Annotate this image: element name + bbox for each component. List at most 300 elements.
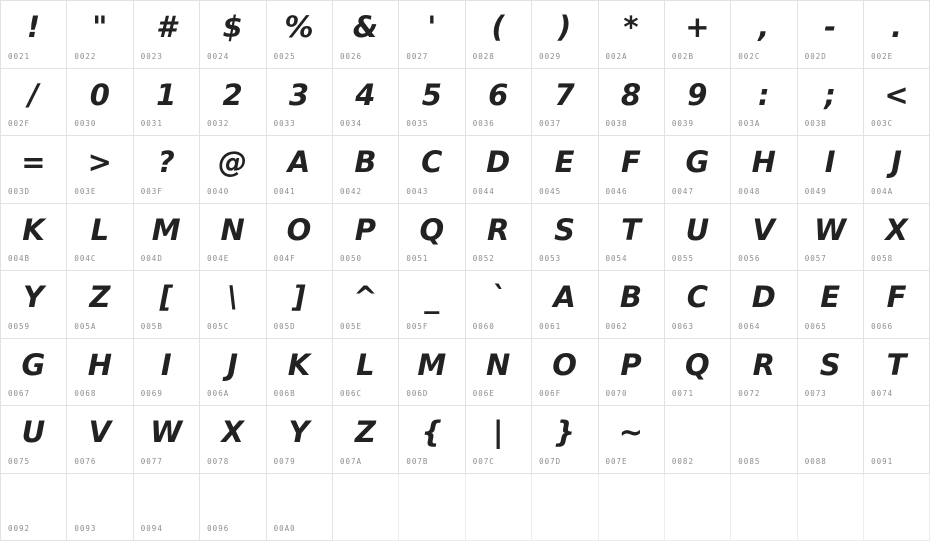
glyph-codepoint: 0067 bbox=[8, 389, 30, 398]
glyph-cell[interactable] bbox=[134, 69, 200, 137]
glyph-codepoint: 0094 bbox=[141, 524, 163, 533]
glyph-codepoint: 006D bbox=[406, 389, 428, 398]
glyph-codepoint: 0044 bbox=[473, 187, 495, 196]
glyph-codepoint: 003D bbox=[8, 187, 30, 196]
glyph-cell[interactable] bbox=[67, 1, 133, 69]
glyph-character: C bbox=[665, 277, 730, 317]
glyph-character bbox=[599, 480, 664, 520]
glyph-character: : bbox=[731, 75, 796, 115]
glyph-codepoint: 0048 bbox=[738, 187, 760, 196]
glyph-cell[interactable] bbox=[333, 406, 399, 474]
glyph-cell[interactable] bbox=[532, 1, 598, 69]
glyph-codepoint: 0026 bbox=[340, 52, 362, 61]
glyph-character bbox=[532, 480, 597, 520]
glyph-codepoint: 0045 bbox=[539, 187, 561, 196]
glyph-codepoint: 0054 bbox=[606, 254, 628, 263]
glyph-character: T bbox=[864, 345, 929, 385]
glyph-codepoint: 0068 bbox=[74, 389, 96, 398]
glyph-codepoint: 0021 bbox=[8, 52, 30, 61]
glyph-character: \ bbox=[200, 277, 265, 317]
glyph-codepoint: 0079 bbox=[274, 457, 296, 466]
glyph-character: * bbox=[599, 7, 664, 47]
glyph-cell[interactable] bbox=[267, 271, 333, 339]
glyph-character: ) bbox=[532, 7, 597, 47]
glyph-character: ] bbox=[267, 277, 332, 317]
glyph-character: N bbox=[466, 345, 531, 385]
glyph-character: 4 bbox=[333, 75, 398, 115]
glyph-character: ? bbox=[134, 142, 199, 182]
glyph-codepoint: 005E bbox=[340, 322, 362, 331]
glyph-cell[interactable] bbox=[532, 406, 598, 474]
glyph-cell-empty bbox=[864, 474, 930, 541]
glyph-character: Q bbox=[399, 210, 464, 250]
glyph-character: 6 bbox=[466, 75, 531, 115]
glyph-cell[interactable] bbox=[864, 339, 930, 407]
glyph-cell[interactable] bbox=[665, 339, 731, 407]
glyph-character: ' bbox=[399, 7, 464, 47]
glyph-codepoint: 004E bbox=[207, 254, 229, 263]
glyph-codepoint: 0037 bbox=[539, 119, 561, 128]
glyph-cell[interactable] bbox=[67, 406, 133, 474]
glyph-cell[interactable] bbox=[399, 406, 465, 474]
glyph-cell[interactable] bbox=[599, 136, 665, 204]
glyph-character: } bbox=[532, 412, 597, 452]
glyph-cell[interactable] bbox=[599, 406, 665, 474]
glyph-cell-empty bbox=[333, 474, 399, 541]
glyph-codepoint: 004F bbox=[274, 254, 296, 263]
glyph-codepoint: 002F bbox=[8, 119, 30, 128]
glyph-character bbox=[798, 480, 863, 520]
glyph-character bbox=[200, 480, 265, 520]
glyph-cell[interactable] bbox=[532, 339, 598, 407]
glyph-character bbox=[134, 480, 199, 520]
glyph-codepoint: 0078 bbox=[207, 457, 229, 466]
glyph-codepoint: 003E bbox=[74, 187, 96, 196]
glyph-character: G bbox=[1, 345, 66, 385]
glyph-cell[interactable] bbox=[200, 136, 266, 204]
glyph-cell[interactable] bbox=[731, 271, 797, 339]
glyph-codepoint: 0025 bbox=[274, 52, 296, 61]
glyph-cell[interactable] bbox=[134, 339, 200, 407]
glyph-character: 2 bbox=[200, 75, 265, 115]
glyph-codepoint: 0082 bbox=[672, 457, 694, 466]
glyph-cell-empty bbox=[798, 474, 864, 541]
glyph-character: L bbox=[333, 345, 398, 385]
glyph-codepoint: 0055 bbox=[672, 254, 694, 263]
glyph-character: V bbox=[731, 210, 796, 250]
glyph-character: B bbox=[333, 142, 398, 182]
glyph-cell[interactable] bbox=[399, 271, 465, 339]
glyph-cell[interactable] bbox=[864, 136, 930, 204]
glyph-codepoint: 007A bbox=[340, 457, 362, 466]
glyph-cell[interactable] bbox=[200, 406, 266, 474]
glyph-cell[interactable] bbox=[798, 271, 864, 339]
glyph-cell[interactable] bbox=[134, 406, 200, 474]
glyph-cell[interactable] bbox=[267, 474, 333, 541]
glyph-character: P bbox=[599, 345, 664, 385]
glyph-character bbox=[798, 412, 863, 452]
glyph-cell[interactable] bbox=[399, 204, 465, 272]
glyph-character: + bbox=[665, 7, 730, 47]
glyph-codepoint: 0065 bbox=[805, 322, 827, 331]
glyph-character: X bbox=[200, 412, 265, 452]
glyph-character: P bbox=[333, 210, 398, 250]
glyph-character: Z bbox=[67, 277, 132, 317]
glyph-character bbox=[665, 412, 730, 452]
glyph-codepoint: 004C bbox=[74, 254, 96, 263]
glyph-cell[interactable] bbox=[267, 1, 333, 69]
glyph-cell-empty bbox=[599, 474, 665, 541]
glyph-character: L bbox=[67, 210, 132, 250]
glyph-character: K bbox=[1, 210, 66, 250]
glyph-codepoint: 0038 bbox=[606, 119, 628, 128]
glyph-character: J bbox=[864, 142, 929, 182]
glyph-cell[interactable] bbox=[532, 69, 598, 137]
glyph-codepoint: 0035 bbox=[406, 119, 428, 128]
glyph-cell[interactable] bbox=[864, 271, 930, 339]
glyph-codepoint: 0034 bbox=[340, 119, 362, 128]
glyph-codepoint: 0022 bbox=[74, 52, 96, 61]
glyph-character: . bbox=[864, 7, 929, 47]
glyph-cell[interactable] bbox=[1, 474, 67, 541]
glyph-cell[interactable] bbox=[798, 1, 864, 69]
glyph-character bbox=[67, 480, 132, 520]
glyph-cell[interactable] bbox=[864, 1, 930, 69]
glyph-cell[interactable] bbox=[333, 204, 399, 272]
glyph-cell[interactable] bbox=[200, 339, 266, 407]
glyph-character: 1 bbox=[134, 75, 199, 115]
glyph-cell[interactable] bbox=[134, 271, 200, 339]
glyph-cell-empty bbox=[731, 474, 797, 541]
glyph-codepoint: 006E bbox=[473, 389, 495, 398]
glyph-cell[interactable] bbox=[399, 69, 465, 137]
glyph-codepoint: 007B bbox=[406, 457, 428, 466]
glyph-cell[interactable] bbox=[665, 1, 731, 69]
glyph-codepoint: 0074 bbox=[871, 389, 893, 398]
glyph-codepoint: 0024 bbox=[207, 52, 229, 61]
glyph-codepoint: 0066 bbox=[871, 322, 893, 331]
glyph-character: [ bbox=[134, 277, 199, 317]
glyph-character: { bbox=[399, 412, 464, 452]
glyph-codepoint: 004D bbox=[141, 254, 163, 263]
glyph-cell[interactable] bbox=[399, 136, 465, 204]
glyph-codepoint: 002E bbox=[871, 52, 893, 61]
glyph-codepoint: 0070 bbox=[606, 389, 628, 398]
glyph-cell[interactable] bbox=[665, 204, 731, 272]
glyph-codepoint: 0093 bbox=[74, 524, 96, 533]
glyph-codepoint: 0061 bbox=[539, 322, 561, 331]
glyph-cell[interactable] bbox=[798, 339, 864, 407]
glyph-cell[interactable] bbox=[798, 204, 864, 272]
glyph-character bbox=[267, 480, 332, 520]
glyph-character bbox=[333, 480, 398, 520]
glyph-cell[interactable] bbox=[333, 271, 399, 339]
glyph-character: 8 bbox=[599, 75, 664, 115]
glyph-cell[interactable] bbox=[67, 69, 133, 137]
glyph-character: O bbox=[267, 210, 332, 250]
glyph-character: = bbox=[1, 142, 66, 182]
glyph-character: < bbox=[864, 75, 929, 115]
glyph-character: N bbox=[200, 210, 265, 250]
glyph-cell[interactable] bbox=[134, 1, 200, 69]
glyph-cell[interactable] bbox=[466, 1, 532, 69]
glyph-codepoint: 006B bbox=[274, 389, 296, 398]
glyph-character: G bbox=[665, 142, 730, 182]
glyph-character: A bbox=[532, 277, 597, 317]
glyph-codepoint: 0092 bbox=[8, 524, 30, 533]
glyph-cell[interactable] bbox=[532, 136, 598, 204]
glyph-codepoint: 0031 bbox=[141, 119, 163, 128]
glyph-codepoint: 0060 bbox=[473, 322, 495, 331]
glyph-cell[interactable] bbox=[134, 474, 200, 541]
glyph-character: Q bbox=[665, 345, 730, 385]
glyph-character: ` bbox=[466, 277, 531, 317]
glyph-character: M bbox=[134, 210, 199, 250]
glyph-codepoint: 0023 bbox=[141, 52, 163, 61]
glyph-codepoint: 005C bbox=[207, 322, 229, 331]
glyph-character bbox=[864, 412, 929, 452]
glyph-character: I bbox=[798, 142, 863, 182]
glyph-codepoint: 0072 bbox=[738, 389, 760, 398]
glyph-cell[interactable] bbox=[1, 406, 67, 474]
glyph-cell[interactable] bbox=[1, 271, 67, 339]
glyph-cell[interactable] bbox=[200, 271, 266, 339]
glyph-cell[interactable] bbox=[333, 69, 399, 137]
glyph-codepoint: 00A0 bbox=[274, 524, 296, 533]
glyph-codepoint: 0051 bbox=[406, 254, 428, 263]
glyph-character bbox=[466, 480, 531, 520]
glyph-codepoint: 002C bbox=[738, 52, 760, 61]
glyph-character: E bbox=[798, 277, 863, 317]
glyph-character: F bbox=[864, 277, 929, 317]
glyph-character: ~ bbox=[599, 412, 664, 452]
glyph-cell[interactable] bbox=[67, 474, 133, 541]
glyph-cell[interactable] bbox=[1, 136, 67, 204]
glyph-codepoint: 0032 bbox=[207, 119, 229, 128]
glyph-codepoint: 0047 bbox=[672, 187, 694, 196]
glyph-cell[interactable] bbox=[599, 204, 665, 272]
glyph-character: S bbox=[532, 210, 597, 250]
glyph-cell[interactable] bbox=[1, 1, 67, 69]
glyph-character: A bbox=[267, 142, 332, 182]
glyph-cell-empty bbox=[532, 474, 598, 541]
glyph-cell[interactable] bbox=[399, 339, 465, 407]
glyph-codepoint: 0042 bbox=[340, 187, 362, 196]
glyph-codepoint: 0085 bbox=[738, 457, 760, 466]
glyph-codepoint: 0029 bbox=[539, 52, 561, 61]
glyph-character: 5 bbox=[399, 75, 464, 115]
glyph-cell[interactable] bbox=[466, 136, 532, 204]
glyph-cell[interactable] bbox=[333, 1, 399, 69]
glyph-codepoint: 0059 bbox=[8, 322, 30, 331]
glyph-cell-empty bbox=[399, 474, 465, 541]
glyph-character: F bbox=[599, 142, 664, 182]
glyph-character: Z bbox=[333, 412, 398, 452]
glyph-character: ^ bbox=[333, 277, 398, 317]
glyph-codepoint: 0028 bbox=[473, 52, 495, 61]
glyph-cell[interactable] bbox=[466, 406, 532, 474]
glyph-character: V bbox=[67, 412, 132, 452]
glyph-character: , bbox=[731, 7, 796, 47]
glyph-character: ! bbox=[1, 7, 66, 47]
glyph-character: S bbox=[798, 345, 863, 385]
glyph-cell[interactable] bbox=[67, 136, 133, 204]
glyph-character: 0 bbox=[67, 75, 132, 115]
glyph-cell[interactable] bbox=[731, 406, 797, 474]
glyph-codepoint: 0096 bbox=[207, 524, 229, 533]
glyph-cell[interactable] bbox=[200, 204, 266, 272]
glyph-cell[interactable] bbox=[267, 406, 333, 474]
glyph-cell-empty bbox=[466, 474, 532, 541]
glyph-character: @ bbox=[200, 142, 265, 182]
glyph-codepoint: 005D bbox=[274, 322, 296, 331]
glyph-character: % bbox=[267, 7, 332, 47]
glyph-character bbox=[864, 480, 929, 520]
glyph-character: D bbox=[466, 142, 531, 182]
glyph-codepoint: 004B bbox=[8, 254, 30, 263]
glyph-cell[interactable] bbox=[532, 271, 598, 339]
glyph-codepoint: 0062 bbox=[606, 322, 628, 331]
glyph-codepoint: 005B bbox=[141, 322, 163, 331]
glyph-codepoint: 003F bbox=[141, 187, 163, 196]
glyph-codepoint: 0030 bbox=[74, 119, 96, 128]
glyph-cell[interactable] bbox=[333, 136, 399, 204]
glyph-character: Y bbox=[267, 412, 332, 452]
glyph-character: 3 bbox=[267, 75, 332, 115]
glyph-codepoint: 0063 bbox=[672, 322, 694, 331]
glyph-character: W bbox=[798, 210, 863, 250]
glyph-character: & bbox=[333, 7, 398, 47]
glyph-cell[interactable] bbox=[731, 136, 797, 204]
glyph-codepoint: 0056 bbox=[738, 254, 760, 263]
glyph-character: U bbox=[1, 412, 66, 452]
glyph-cell[interactable] bbox=[731, 69, 797, 137]
glyph-character: ; bbox=[798, 75, 863, 115]
glyph-cell[interactable] bbox=[599, 339, 665, 407]
glyph-codepoint: 003C bbox=[871, 119, 893, 128]
glyph-character: O bbox=[532, 345, 597, 385]
glyph-cell[interactable] bbox=[1, 69, 67, 137]
glyph-codepoint: 0052 bbox=[473, 254, 495, 263]
glyph-codepoint: 005A bbox=[74, 322, 96, 331]
glyph-codepoint: 003B bbox=[805, 119, 827, 128]
glyph-cell[interactable] bbox=[864, 204, 930, 272]
glyph-cell[interactable] bbox=[67, 339, 133, 407]
glyph-codepoint: 007D bbox=[539, 457, 561, 466]
glyph-codepoint: 0057 bbox=[805, 254, 827, 263]
glyph-cell[interactable] bbox=[267, 339, 333, 407]
glyph-character bbox=[399, 480, 464, 520]
glyph-cell[interactable] bbox=[798, 406, 864, 474]
glyph-cell[interactable] bbox=[665, 136, 731, 204]
glyph-cell[interactable] bbox=[665, 271, 731, 339]
glyph-codepoint: 002A bbox=[606, 52, 628, 61]
glyph-cell[interactable] bbox=[798, 136, 864, 204]
glyph-codepoint: 0041 bbox=[274, 187, 296, 196]
glyph-cell[interactable] bbox=[200, 474, 266, 541]
glyph-cell[interactable] bbox=[599, 69, 665, 137]
glyph-cell[interactable] bbox=[200, 1, 266, 69]
glyph-codepoint: 0053 bbox=[539, 254, 561, 263]
glyph-codepoint: 0088 bbox=[805, 457, 827, 466]
glyph-cell[interactable] bbox=[466, 204, 532, 272]
glyph-character: R bbox=[731, 345, 796, 385]
glyph-cell[interactable] bbox=[798, 69, 864, 137]
glyph-character: U bbox=[665, 210, 730, 250]
glyph-character: ( bbox=[466, 7, 531, 47]
glyph-cell[interactable] bbox=[267, 69, 333, 137]
glyph-codepoint: 005F bbox=[406, 322, 428, 331]
glyph-character: Y bbox=[1, 277, 66, 317]
glyph-cell[interactable] bbox=[731, 339, 797, 407]
glyph-codepoint: 0046 bbox=[606, 187, 628, 196]
glyph-cell[interactable] bbox=[864, 406, 930, 474]
glyph-cell[interactable] bbox=[665, 406, 731, 474]
glyph-codepoint: 0075 bbox=[8, 457, 30, 466]
glyph-character: J bbox=[200, 345, 265, 385]
glyph-cell[interactable] bbox=[864, 69, 930, 137]
glyph-codepoint: 0073 bbox=[805, 389, 827, 398]
glyph-codepoint: 006F bbox=[539, 389, 561, 398]
glyph-codepoint: 0069 bbox=[141, 389, 163, 398]
glyph-codepoint: 0033 bbox=[274, 119, 296, 128]
glyph-character: X bbox=[864, 210, 929, 250]
glyph-codepoint: 0027 bbox=[406, 52, 428, 61]
glyph-cell[interactable] bbox=[731, 1, 797, 69]
glyph-cell[interactable] bbox=[466, 339, 532, 407]
glyph-character: D bbox=[731, 277, 796, 317]
glyph-cell[interactable] bbox=[665, 69, 731, 137]
glyph-cell[interactable] bbox=[532, 204, 598, 272]
glyph-character: > bbox=[67, 142, 132, 182]
glyph-cell[interactable] bbox=[1, 204, 67, 272]
glyph-cell[interactable] bbox=[466, 69, 532, 137]
glyph-codepoint: 0036 bbox=[473, 119, 495, 128]
glyph-cell[interactable] bbox=[267, 136, 333, 204]
glyph-character: - bbox=[798, 7, 863, 47]
glyph-codepoint: 003A bbox=[738, 119, 760, 128]
glyph-cell[interactable] bbox=[1, 339, 67, 407]
glyph-character: H bbox=[67, 345, 132, 385]
glyph-cell[interactable] bbox=[731, 204, 797, 272]
glyph-cell[interactable] bbox=[466, 271, 532, 339]
glyph-codepoint: 0076 bbox=[74, 457, 96, 466]
glyph-codepoint: 0071 bbox=[672, 389, 694, 398]
glyph-cell[interactable] bbox=[67, 204, 133, 272]
glyph-character: K bbox=[267, 345, 332, 385]
glyph-character: T bbox=[599, 210, 664, 250]
glyph-character: " bbox=[67, 7, 132, 47]
glyph-codepoint: 0058 bbox=[871, 254, 893, 263]
glyph-character bbox=[731, 480, 796, 520]
glyph-cell[interactable] bbox=[200, 69, 266, 137]
glyph-cell[interactable] bbox=[134, 204, 200, 272]
glyph-cell[interactable] bbox=[267, 204, 333, 272]
glyph-cell[interactable] bbox=[399, 1, 465, 69]
glyph-codepoint: 0091 bbox=[871, 457, 893, 466]
glyph-codepoint: 007E bbox=[606, 457, 628, 466]
glyph-character: | bbox=[466, 412, 531, 452]
glyph-cell[interactable] bbox=[333, 339, 399, 407]
glyph-character bbox=[665, 480, 730, 520]
glyph-cell[interactable] bbox=[599, 1, 665, 69]
glyph-cell[interactable] bbox=[599, 271, 665, 339]
glyph-cell[interactable] bbox=[67, 271, 133, 339]
glyph-character: E bbox=[532, 142, 597, 182]
glyph-cell[interactable] bbox=[134, 136, 200, 204]
glyph-codepoint: 004A bbox=[871, 187, 893, 196]
glyph-character: _ bbox=[399, 277, 464, 317]
